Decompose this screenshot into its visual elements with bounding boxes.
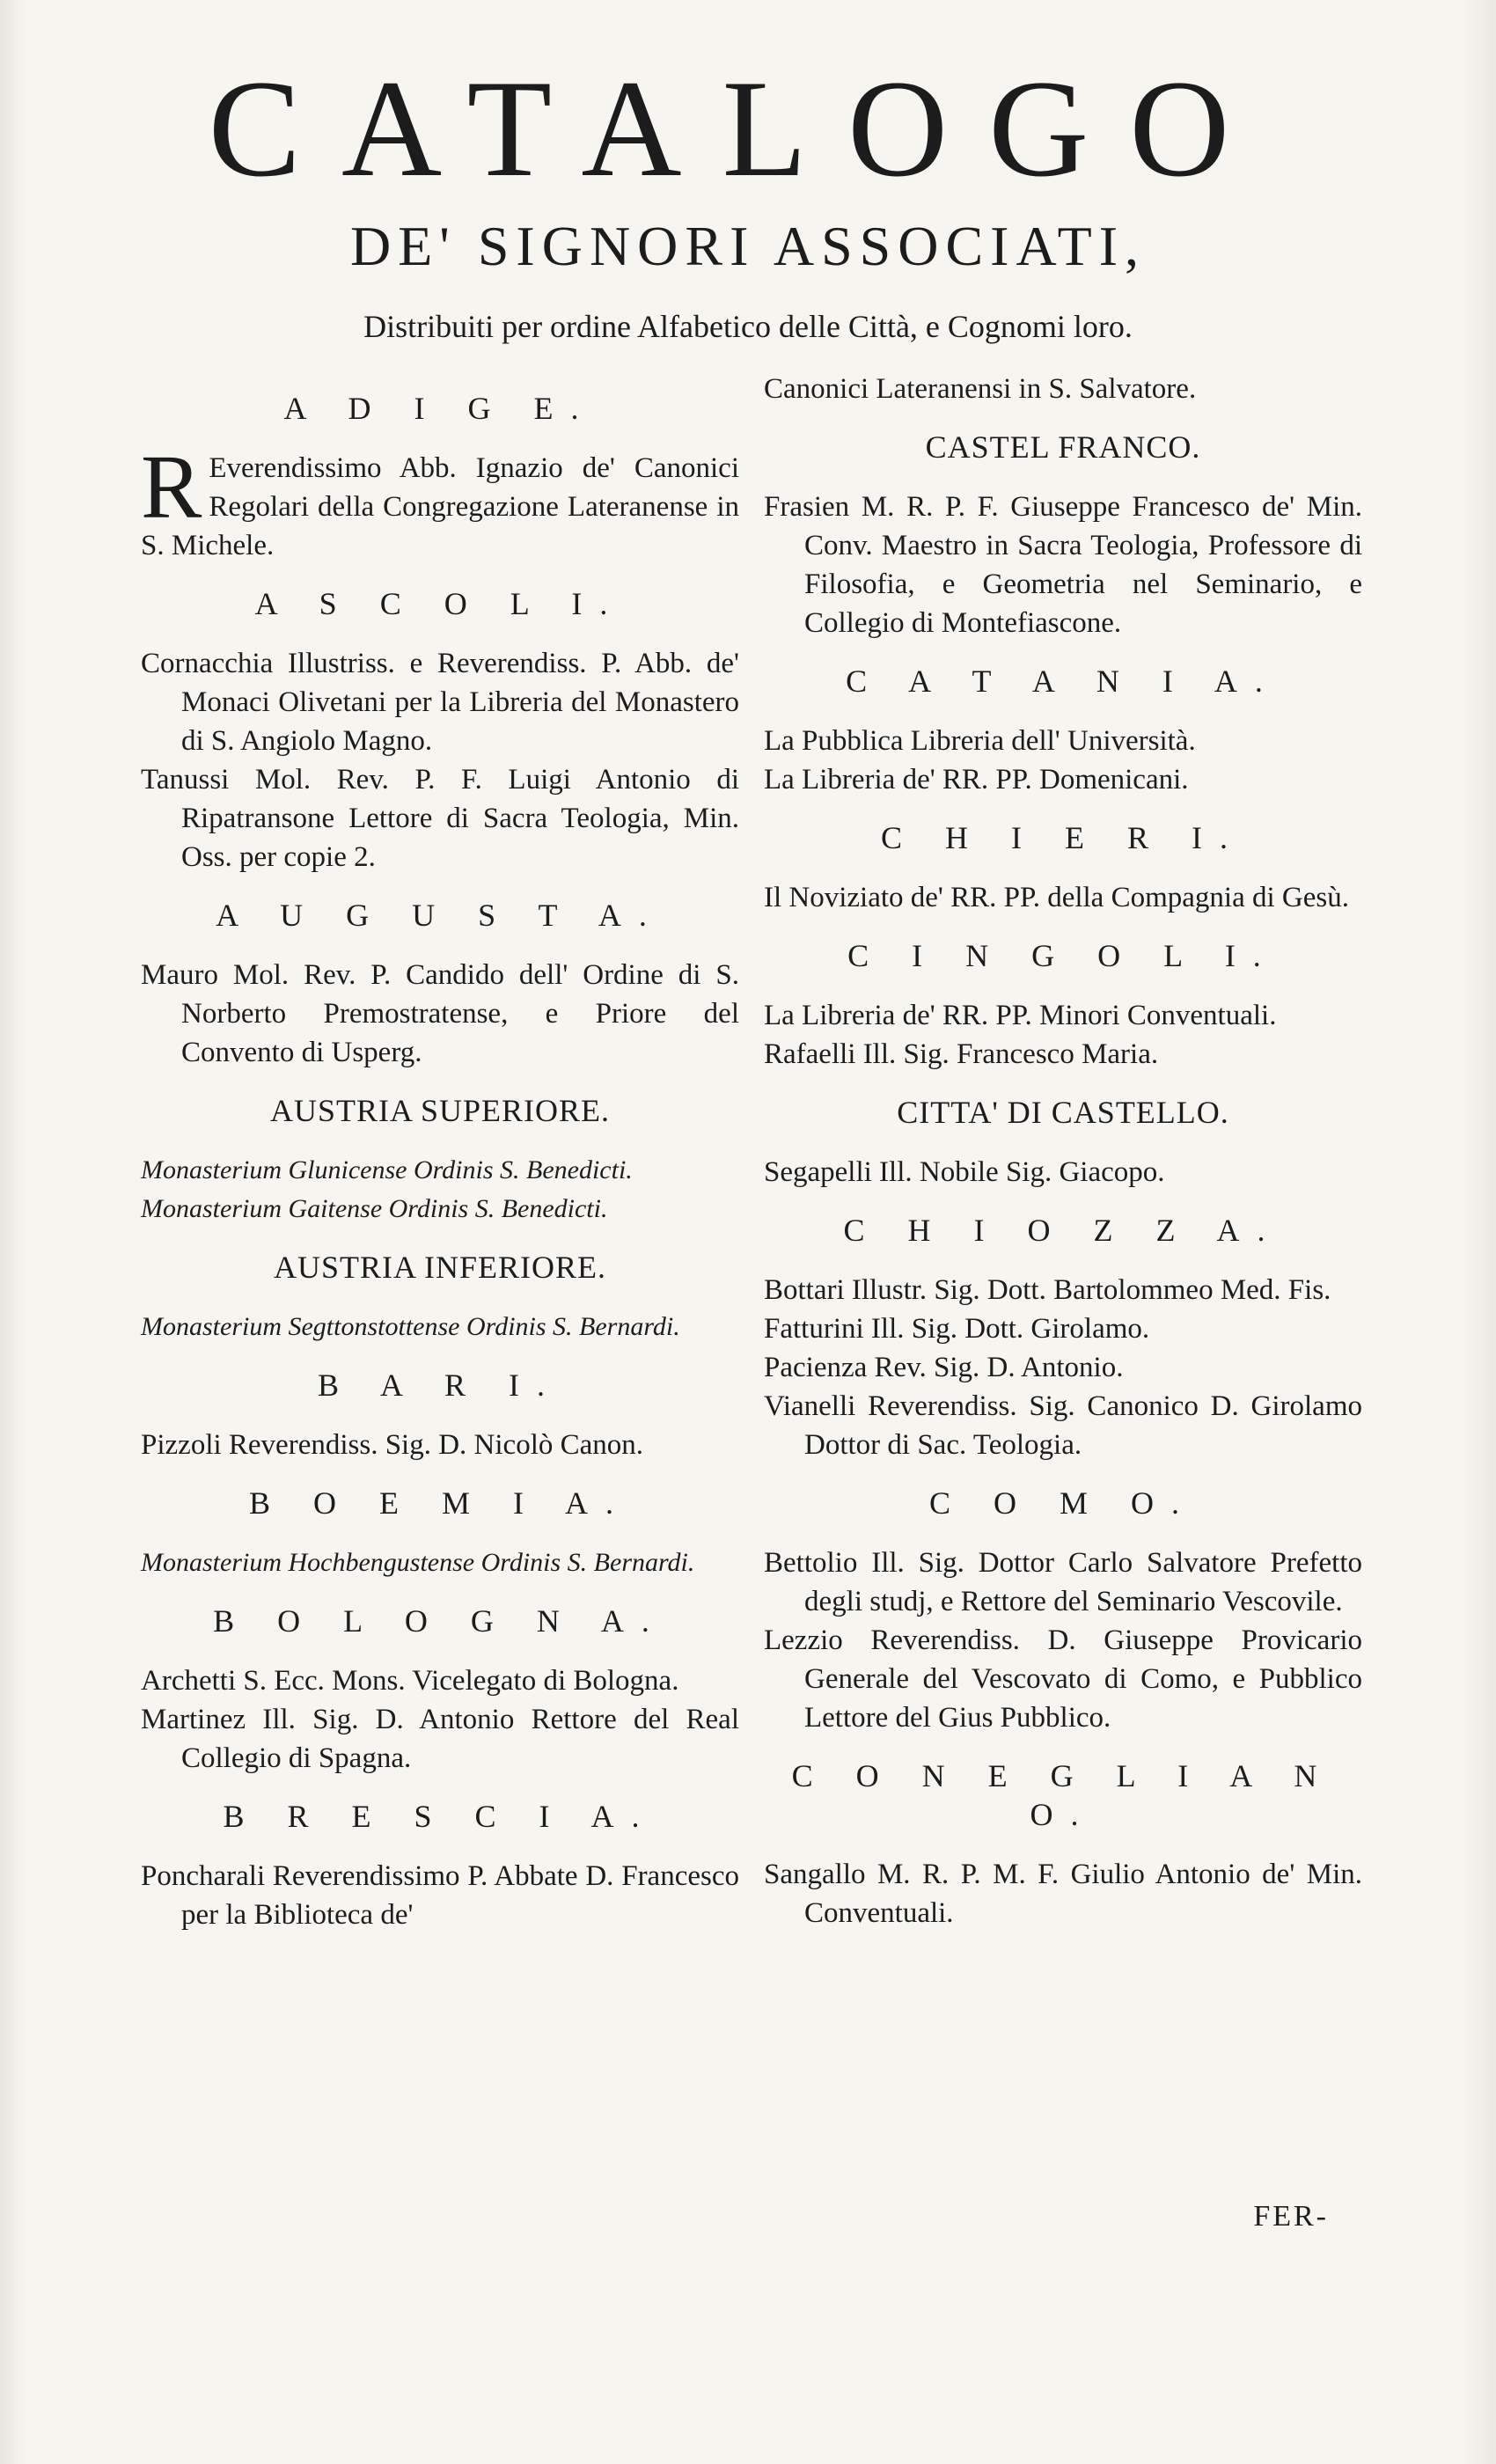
section-heading-adige: A D I G E. xyxy=(283,391,597,426)
entry-brescia-continued: Canonici Lateranensi in S. Salvatore. xyxy=(764,373,1197,405)
drop-cap: R xyxy=(141,436,202,538)
entry-text: Everendissimo Abb. Ignazio de' Canonici Regolari della Congregazione Lateranense in S. Michele. xyxy=(141,452,739,561)
section-heading-bari: B A R I. xyxy=(317,1368,563,1403)
section-heading-citta-di-castello: CITTA' DI CASTELLO. xyxy=(897,1095,1229,1130)
entry-adige-1 xyxy=(141,436,739,565)
entry-austria-superiore-2: Monasterium Gaitense Ordinis S. Benedicti. xyxy=(141,1194,608,1223)
page-subtitle: DE' SIGNORI ASSOCIATI, xyxy=(349,215,1147,277)
entry-citta-di-castello-1: Segapelli Ill. Nobile Sig. Giacopo. xyxy=(764,1156,1165,1188)
entry-chieri-1: Il Noviziato de' RR. PP. della Compagnia di Gesù. xyxy=(764,882,1349,913)
section-heading-brescia: B R E S C I A. xyxy=(223,1799,657,1834)
section-heading-castel-franco: CASTEL FRANCO. xyxy=(925,429,1201,465)
entry-catania-2: La Libreria de' RR. PP. Domenicani. xyxy=(764,764,1189,796)
section-heading-bologna: B O L O G N A. xyxy=(213,1603,667,1639)
entry-conegliano-1: Sangallo M. R. P. M. F. Giulio Antonio de' Min. Conventuali. xyxy=(764,1859,1362,1929)
catchword: FER- xyxy=(1253,2200,1329,2233)
right-column xyxy=(764,370,1362,1932)
page-title: CATALOGO xyxy=(208,52,1271,206)
entry-bologna-2: Martinez Ill. Sig. D. Antonio Rettore del Real Collegio di Spagna. xyxy=(141,1704,739,1774)
entry-catania-1: La Pubblica Libreria dell' Università. xyxy=(764,725,1196,757)
section-heading-chiozza: C H I O Z Z A. xyxy=(843,1213,1283,1248)
page-caption: Distribuiti per ordine Alfabetico delle Città, e Cognomi loro. xyxy=(363,309,1133,344)
entry-bologna-1: Archetti S. Ecc. Mons. Vicelegato di Bologna. xyxy=(141,1665,679,1697)
entry-chiozza-1: Bottari Illustr. Sig. Dott. Bartolommeo Med. Fis. xyxy=(764,1274,1331,1306)
entry-como-1: Bettolio Ill. Sig. Dottor Carlo Salvatore Prefetto degli studj, e Rettore del Seminario Vescovile. xyxy=(764,1547,1362,1617)
section-heading-chieri: C H I E R I. xyxy=(881,820,1245,855)
entry-bari-1: Pizzoli Reverendiss. Sig. D. Nicolò Canon. xyxy=(141,1429,644,1461)
entry-chiozza-4: Vianelli Reverendiss. Sig. Canonico D. Girolamo Dottor di Sac. Teologia. xyxy=(764,1390,1362,1461)
section-heading-austria-superiore: AUSTRIA SUPERIORE. xyxy=(269,1093,611,1128)
section-heading-cingoli: C I N G O L I. xyxy=(847,938,1279,973)
section-heading-augusta: A U G U S T A. xyxy=(216,898,664,933)
entry-cingoli-2: Rafaelli Ill. Sig. Francesco Maria. xyxy=(764,1038,1159,1070)
left-column xyxy=(141,370,739,1934)
section-heading-ascoli: A S C O L I. xyxy=(254,586,626,621)
entry-cingoli-1: La Libreria de' RR. PP. Minori Conventuali. xyxy=(764,1000,1277,1031)
entry-austria-superiore-1: Monasterium Glunicense Ordinis S. Benedicti. xyxy=(141,1155,633,1184)
entry-brescia-1: Poncharali Reverendissimo P. Abbate D. Francesco per la Biblioteca de' xyxy=(141,1860,739,1931)
section-heading-boemia: B O E M I A. xyxy=(248,1485,631,1521)
entry-ascoli-1: Cornacchia Illustriss. e Reverendiss. P. Abb. de' Monaci Olivetani per la Libreria del Monastero di S. Angiolo Magno. xyxy=(141,648,739,757)
entry-castel-franco-1: Frasien M. R. P. F. Giuseppe Francesco de' Min. Conv. Maestro in Sacra Teologia, Professore di Filosofia, e Geometria nel Seminario, e Collegio di Montefiascone. xyxy=(764,491,1362,639)
entry-ascoli-2: Tanussi Mol. Rev. P. F. Luigi Antonio di Ripatransone Lettore di Sacra Teologia, Min. Oss. per copie 2. xyxy=(141,764,739,873)
entry-austria-inferiore-1: Monasterium Segttonstottense Ordinis S. Bernardi. xyxy=(141,1312,680,1341)
entry-boemia-1: Monasterium Hochbengustense Ordinis S. Bernardi. xyxy=(141,1548,695,1577)
entry-augusta-1: Mauro Mol. Rev. P. Candido dell' Ordine di S. Norberto Premostratense, e Priore del Convento di Usperg. xyxy=(141,959,739,1068)
entry-chiozza-2: Fatturini Ill. Sig. Dott. Girolamo. xyxy=(764,1313,1150,1345)
section-heading-catania: C A T A N I A. xyxy=(846,664,1280,699)
section-heading-como: C O M O. xyxy=(928,1485,1198,1521)
entry-como-2: Lezzio Reverendiss. D. Giuseppe Provicario Generale del Vescovato di Como, e Pubblico Lettore del Gius Pubblico. xyxy=(764,1624,1362,1734)
entry-chiozza-3: Pacienza Rev. Sig. D. Antonio. xyxy=(764,1352,1124,1383)
section-heading-conegliano: C O N E G L I A N O. xyxy=(791,1758,1335,1832)
section-heading-austria-inferiore: AUSTRIA INFERIORE. xyxy=(273,1250,607,1285)
